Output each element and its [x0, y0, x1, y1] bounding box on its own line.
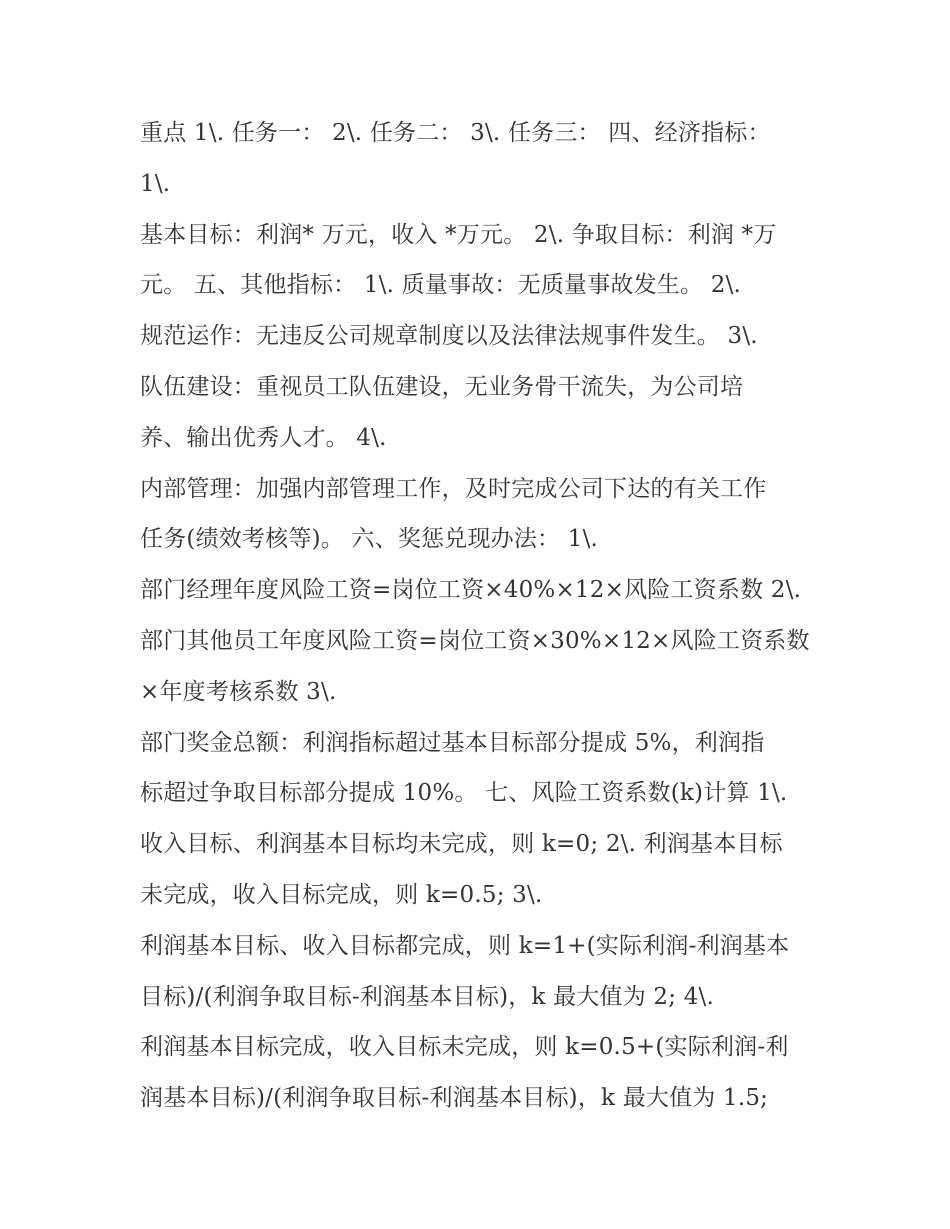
text-line: 未完成，收入目标完成，则 k=0.5; 3\. — [140, 881, 543, 908]
text-line: 基本目标：利润* 万元，收入 *万元。 2\. 争取目标：利润 *万 — [140, 221, 777, 248]
text-line: 利润基本目标、收入目标都完成，则 k=1+(实际利润-利润基本 — [140, 932, 790, 959]
text-line: 目标)/(利润争取目标-利润基本目标)，k 最大值为 2; 4\. — [140, 983, 714, 1010]
document-body — [140, 108, 840, 1124]
text-line: 收入目标、利润基本目标均未完成，则 k=0; 2\. 利润基本目标 — [140, 831, 783, 858]
text-line: 队伍建设：重视员工队伍建设，无业务骨干流失，为公司培 — [140, 373, 744, 400]
text-line: 内部管理：加强内部管理工作，及时完成公司下达的有关工作 — [140, 475, 767, 502]
text-line: 养、输出优秀人才。 4\. — [140, 424, 387, 451]
text-line: ×年度考核系数 3\. — [140, 678, 337, 705]
text-line: 部门奖金总额：利润指标超过基本目标部分提成 5%，利润指 — [140, 729, 765, 756]
text-line: 任务(绩效考核等)。 六、奖惩兑现办法： 1\. — [140, 526, 599, 553]
text-line: 利润基本目标完成，收入目标未完成，则 k=0.5+(实际利润-利 — [140, 1034, 789, 1061]
text-line: 部门其他员工年度风险工资=岗位工资×30%×12×风险工资系数 — [140, 627, 810, 654]
text-line: 规范运作：无违反公司规章制度以及法律法规事件发生。 3\. — [140, 323, 758, 350]
text-line: 1\. — [140, 170, 171, 197]
text-line: 重点 1\. 任务一： 2\. 任务二： 3\. 任务三： 四、经济指标： — [140, 120, 771, 146]
text-line: 标超过争取目标部分提成 10%。 七、风险工资系数(k)计算 1\. — [140, 780, 788, 807]
text-line: 润基本目标)/(利润争取目标-利润基本目标)，k 最大值为 1.5; — [140, 1085, 769, 1112]
text-line: 部门经理年度风险工资=岗位工资×40%×12×风险工资系数 2\. — [140, 577, 802, 604]
text-line: 元。 五、其他指标： 1\. 质量事故：无质量事故发生。 2\. — [140, 272, 742, 299]
